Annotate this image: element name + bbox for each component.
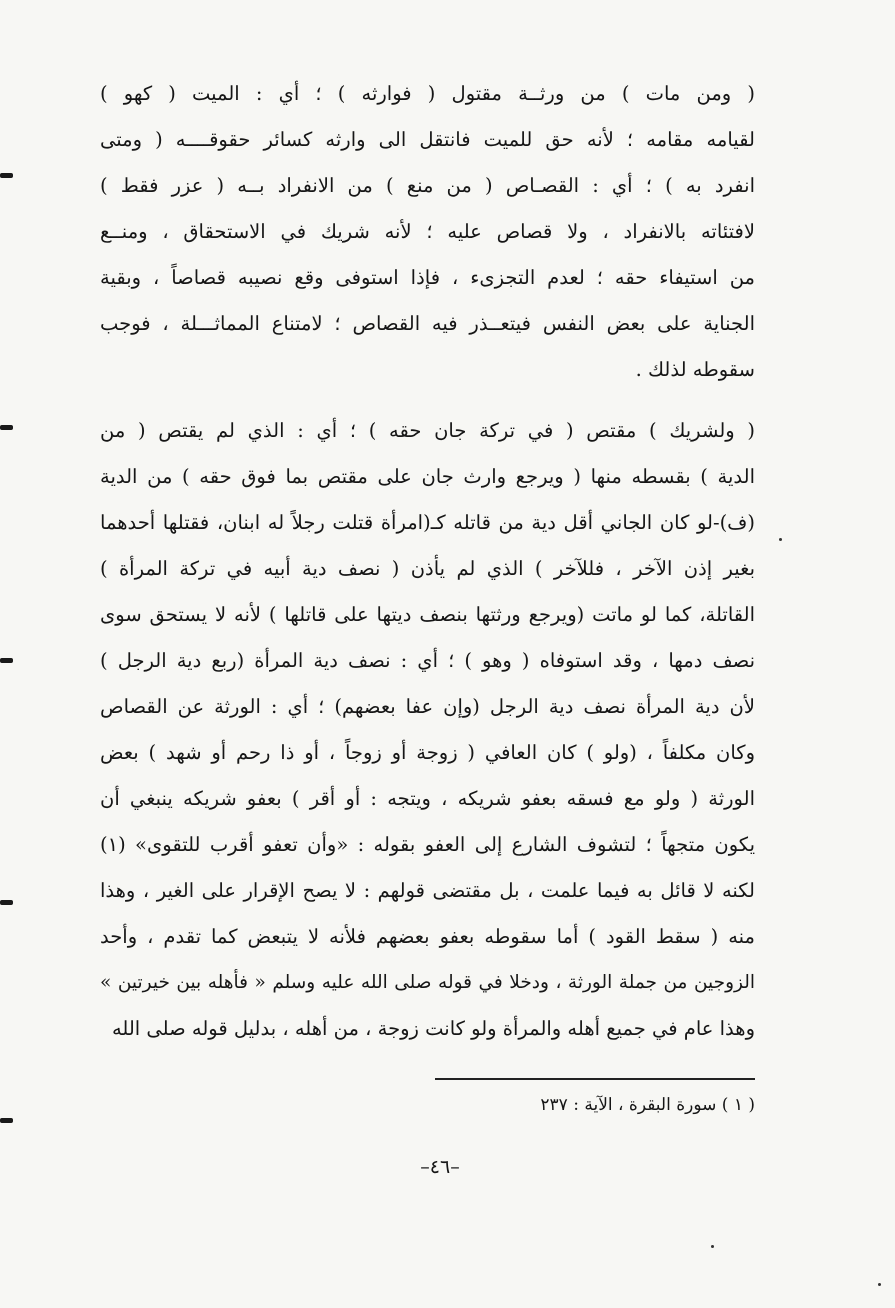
text-line: الجناية على بعض النفس فيتعــذر فيه القصاص ؛ لامتناع المماثـــلة ، فوجب [100, 312, 755, 335]
text-line: وكان مكلفاً ، (ولو ) كان العافي ( زوجة أو زوجاً ، أو ذا رحم أو شهد ) بعض [100, 741, 755, 764]
page-number: –٤٦– [420, 1156, 460, 1178]
text-line: ( ولشريك ) مقتص ( في تركة جان حقه ) ؛ أي : الذي لم يقتص ( من [100, 419, 755, 442]
binding-mark [0, 900, 13, 905]
binding-mark [0, 425, 13, 430]
footnote: ( ١ ) سورة البقرة ، الآية : ٢٣٧ [540, 1095, 755, 1115]
text-line: القاتلة، كما لو ماتت (ويرجع ورثتها بنصف ديتها على قاتلها ) لأنه لا يستحق سوى [100, 603, 755, 626]
binding-mark [0, 658, 13, 663]
paragraph-1 [100, 71, 755, 393]
text-line: لافتئاته بالانفراد ، ولا قصاص عليه ؛ لأنه شريك في الاستحقاق ، ومنــع [100, 220, 755, 243]
paragraph-2 [100, 408, 755, 1052]
text-line: انفرد به ) ؛ أي : القصـاص ( من منع ) من الانفراد بــه ( عزر فقط ) [100, 174, 755, 197]
text-line: بغير إذن الآخر ، فللآخر ) الذي لم يأذن ( نصف دية أبيه في تركة المرأة ) [100, 557, 755, 580]
text-line: نصف دمها ، وقد استوفاه ( وهو ) ؛ أي : نصف دية المرأة (ربع دية الرجل ) [100, 649, 755, 672]
text-line: (ف)-لو كان الجاني أقل دية من قاتله كـ(امرأة قتلت رجلاً له ابنان، فقتلها أحدهما [100, 511, 755, 534]
text-line: لأن دية المرأة نصف دية الرجل (وإن عفا بعضهم) ؛ أي : الورثة عن القصاص [100, 695, 755, 718]
text-line: الزوجين من جملة الورثة ، ودخلا في قوله صلى الله عليه وسلم « فأهله بين خيرتين » [100, 972, 755, 993]
text-line: الدية ) بقسطه منها ( ويرجع وارث جان على مقتص بما فوق حقه ) من الدية [100, 465, 755, 488]
footnote-divider [435, 1078, 755, 1080]
text-line: سقوطه لذلك . [635, 358, 755, 381]
text-line: يكون متجهاً ؛ لتشوف الشارع إلى العفو بقوله : «وأن تعفو أقرب للتقوى» (١) [100, 833, 755, 856]
text-line: وهذا عام في جميع أهله والمرأة ولو كانت زوجة ، من أهله ، بدليل قوله صلى الله [111, 1017, 755, 1040]
text-line: لكنه لا قائل به فيما علمت ، بل مقتضى قولهم : لا يصح الإقرار على الغير ، وهذا [100, 879, 755, 902]
scan-speck [779, 538, 782, 541]
text-line: الورثة ( ولو مع فسقه بعفو شريكه ، ويتجه : أو أقر ) بعفو شريكه ينبغي أن [100, 787, 755, 810]
text-line: لقيامه مقامه ؛ لأنه حق للميت فانتقل الى وارثه كسائر حقوقــــه ( ومتى [100, 128, 755, 151]
binding-mark [0, 1118, 13, 1123]
text-line: من استيفاء حقه ؛ لعدم التجزىء ، فإذا استوفى وقع نصيبه قصاصاً ، وبقية [100, 266, 755, 289]
binding-mark [0, 173, 13, 178]
text-line: منه ( سقط القود ) أما سقوطه بعفو بعضهم فلأنه لا يتبعض كما تقدم ، وأحد [100, 925, 755, 948]
scan-speck [711, 1245, 714, 1248]
text-line: ( ومن مات ) من ورثــة مقتول ( فوارثه ) ؛ أي : الميت ( كهو ) [100, 82, 755, 105]
scan-speck [878, 1283, 881, 1286]
